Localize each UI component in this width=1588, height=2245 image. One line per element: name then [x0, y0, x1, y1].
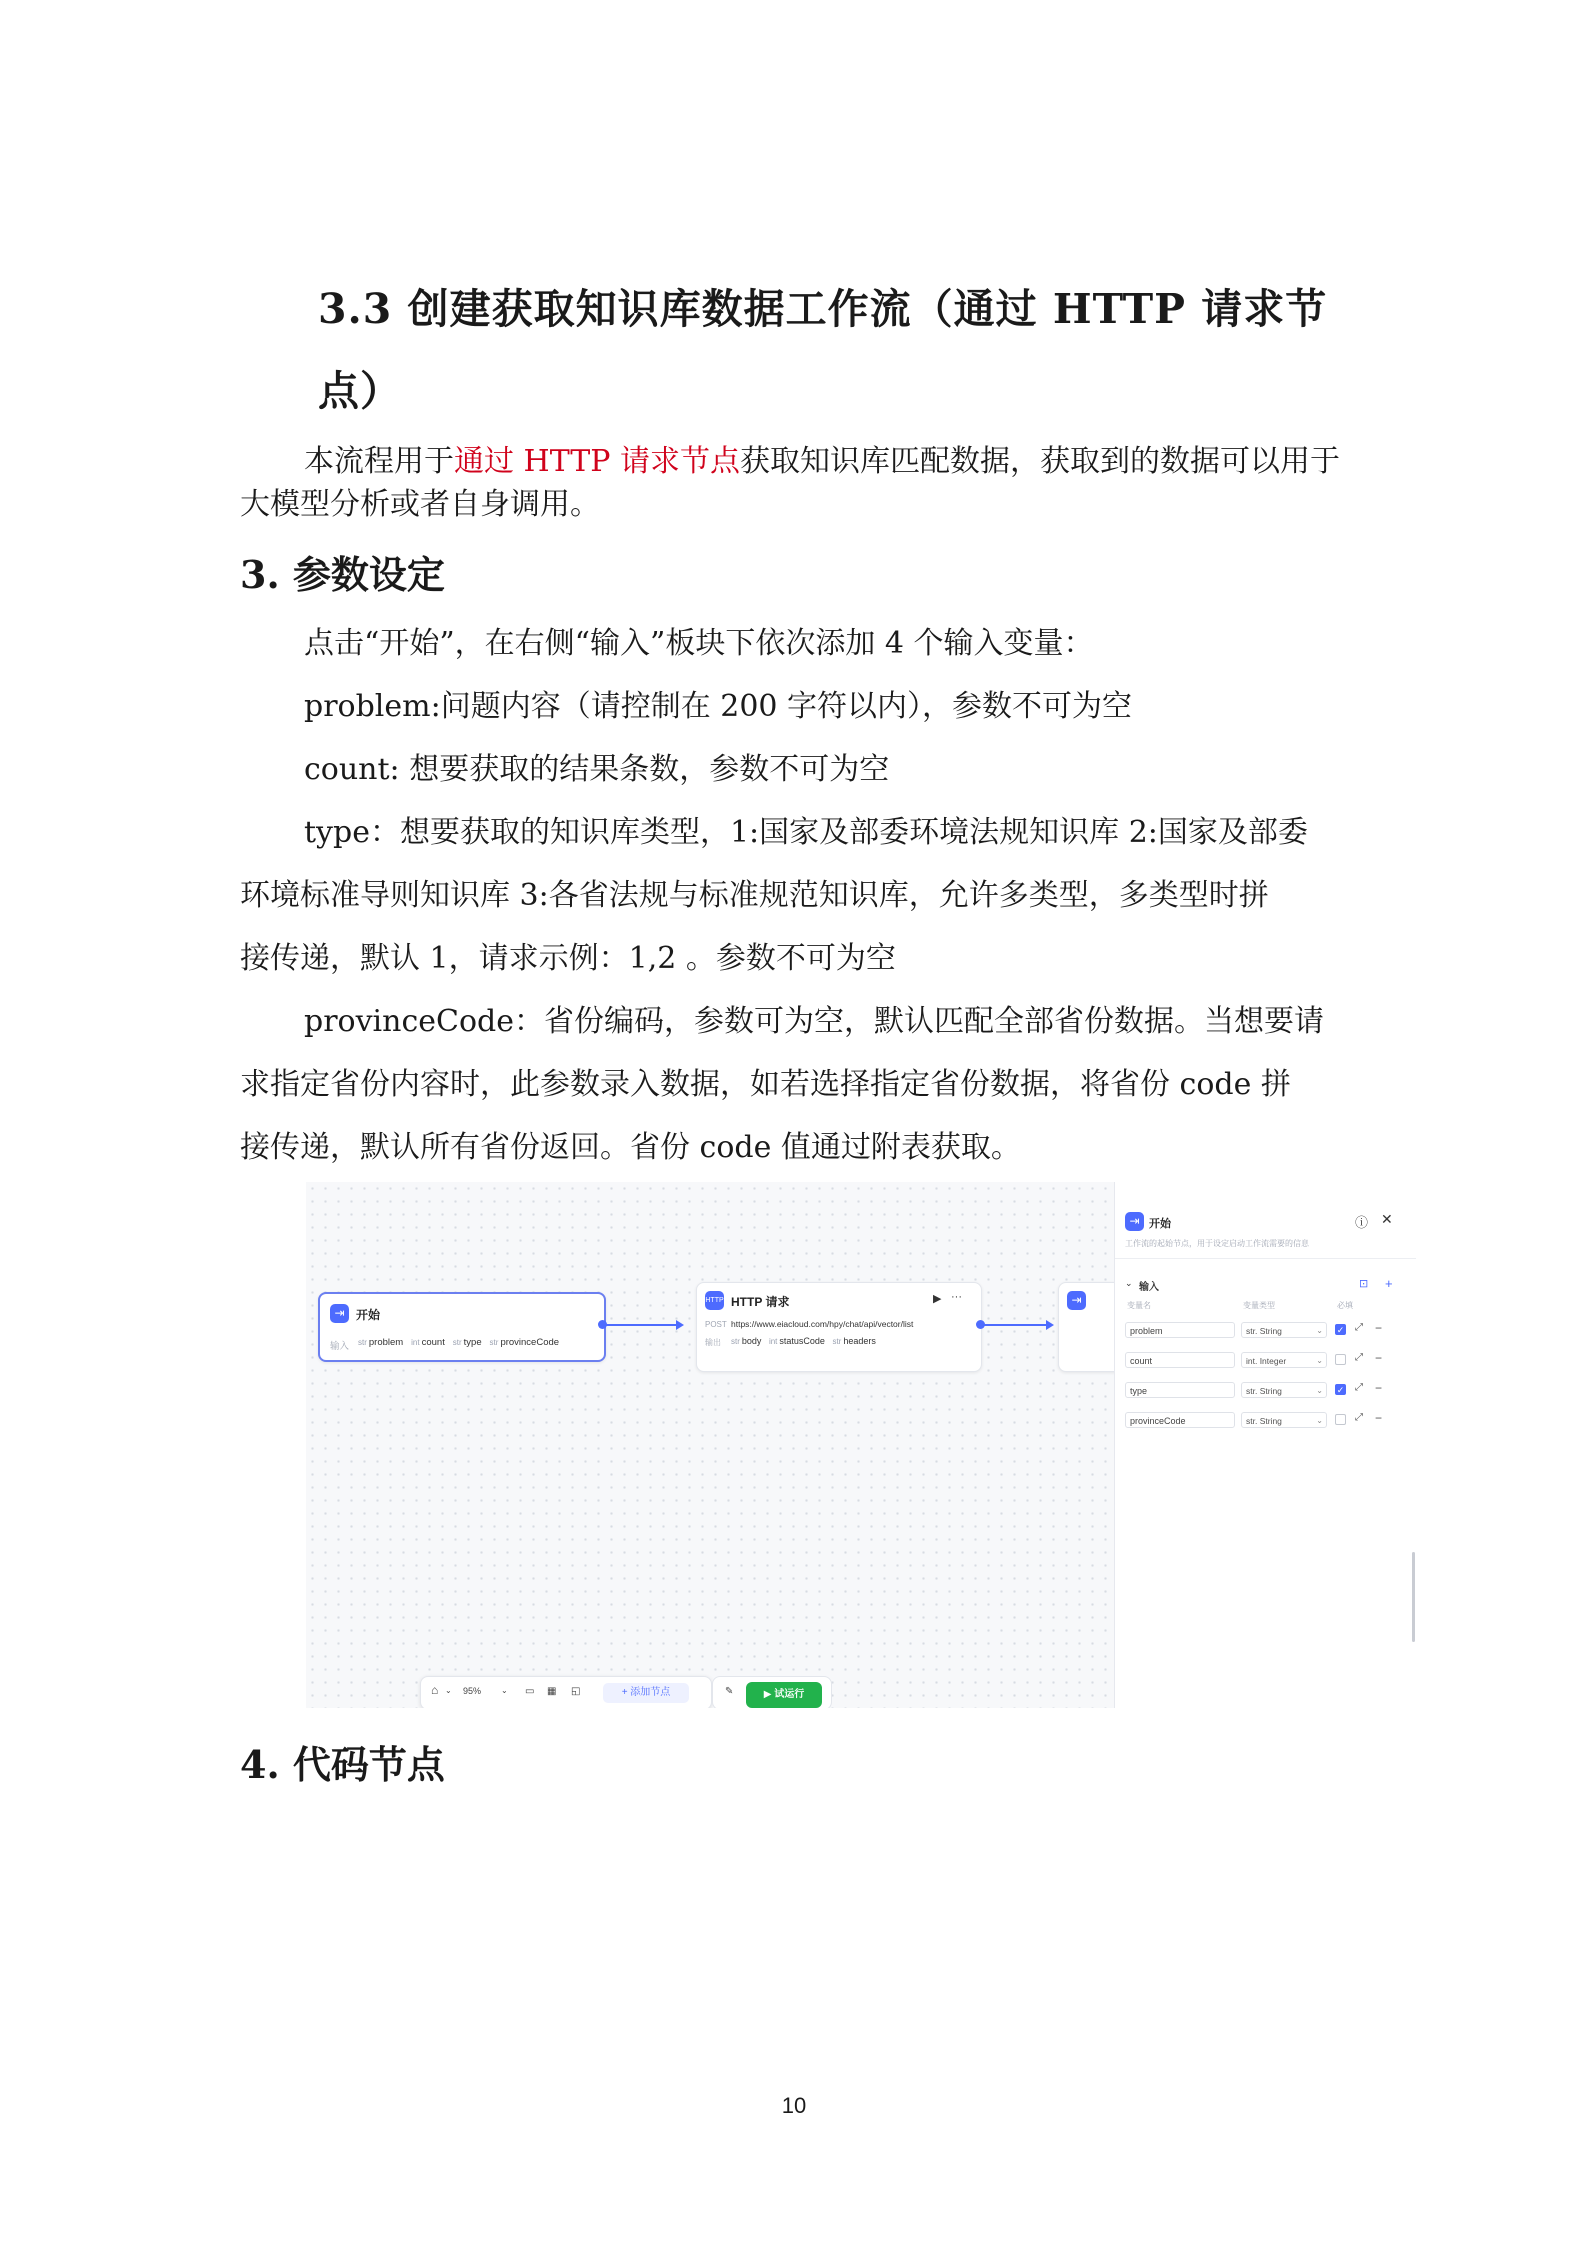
chevron-down-icon: ⌄ [1316, 1416, 1323, 1425]
start-node-title: 开始 [356, 1308, 381, 1322]
http-icon: HTTP [705, 1291, 724, 1310]
layout-icon[interactable]: ▦ [547, 1686, 557, 1697]
section-title-cont: 点） [318, 367, 402, 415]
more-icon[interactable]: ··· [951, 1291, 962, 1303]
edge-start-http [606, 1324, 680, 1326]
start-settings-panel [1114, 1182, 1416, 1708]
edge-arrow [676, 1320, 684, 1330]
http-url: https://www.eiacloud.com/hpy/chat/api/vector/list [731, 1319, 914, 1329]
remove-icon[interactable]: − [1375, 1381, 1383, 1395]
chevron-down-icon: ⌄ [1316, 1356, 1323, 1365]
intro-before: 本流程用于 [304, 444, 454, 479]
para-click [240, 612, 1352, 675]
http-node-title: HTTP 请求 [731, 1295, 790, 1309]
para-click-text: 点击“开始”，在右侧“输入”板块下依次添加 4 个输入变量： [304, 626, 1094, 661]
intro-paragraph [240, 440, 1352, 526]
var-type-value: int. Integer [1246, 1356, 1287, 1366]
col-required-header: 必填 [1337, 1301, 1353, 1310]
var-tag: str [452, 1338, 462, 1347]
debug-icon[interactable]: ✎ [725, 1686, 734, 1697]
canvas-toolbar [420, 1676, 712, 1708]
input-collapse-icon[interactable]: ⌄ [1125, 1278, 1133, 1288]
panel-title: 开始 [1149, 1218, 1171, 1230]
intro-highlight: 通过 HTTP 请求节点 [454, 444, 740, 479]
minimap-icon[interactable]: ◱ [571, 1686, 581, 1697]
var-type-value: str. String [1246, 1416, 1282, 1426]
expand-icon[interactable]: ⤢ [1355, 1352, 1363, 1363]
out-tag: str [832, 1337, 842, 1346]
var-name-input[interactable]: provinceCode [1125, 1412, 1235, 1428]
http-output-chips [731, 1336, 876, 1346]
var-tag: int [411, 1338, 420, 1347]
var-type-select[interactable] [1241, 1322, 1327, 1338]
input-section-label: 输入 [1139, 1282, 1159, 1293]
page-number: 10 [781, 2093, 807, 2118]
http-node[interactable] [696, 1282, 982, 1372]
para-count [240, 738, 1352, 801]
workflow-screenshot [306, 1182, 1416, 1708]
var-type-value: str. String [1246, 1326, 1282, 1336]
para-prov-3: 接传递，默认所有省份返回。省份 code 值通过附表获取。 [240, 1130, 1021, 1165]
http-method: POST [705, 1320, 727, 1329]
var-type-select[interactable] [1241, 1412, 1327, 1428]
heading-code-node: 4. 代码节点 [240, 1742, 445, 1787]
required-checkbox[interactable]: ✓ [1336, 1385, 1345, 1395]
start-input-label: 输入 [330, 1341, 350, 1352]
remove-icon[interactable]: − [1375, 1321, 1383, 1335]
para-prov-text-1: provinceCode：省份编码，参数可为空，默认匹配全部省份数据。当想要请 [304, 1004, 1324, 1039]
para-type-2: 环境标准导则知识库 3:各省法规与标准规范知识库，允许多类型，多类型时拼 [240, 878, 1269, 913]
chevron-down-icon: ⌄ [1316, 1326, 1323, 1335]
para-problem-text: problem:问题内容（请控制在 200 字符以内），参数不可为空 [304, 689, 1133, 724]
para-problem [240, 675, 1352, 738]
var-row [1125, 1382, 1405, 1400]
para-type-3: 接传递，默认 1，请求示例：1,2 。参数不可为空 [240, 941, 896, 976]
var-type-value: str. String [1246, 1386, 1282, 1396]
para-prov-2: 求指定省份内容时，此参数录入数据，如若选择指定省份数据，将省份 code 拼 [240, 1067, 1291, 1102]
intro-after: 获取知识库匹配数据，获取到的数据可以用于大模型分析或者自身调用。 [240, 444, 1340, 522]
var-row [1125, 1352, 1405, 1370]
chevron-down-icon[interactable]: ⌄ [445, 1686, 452, 1695]
expand-icon[interactable]: ⤢ [1355, 1322, 1363, 1333]
out-tag: str [731, 1337, 740, 1346]
col-type-header: 变量类型 [1243, 1301, 1275, 1310]
remove-icon[interactable]: − [1375, 1351, 1383, 1365]
var-count: count [421, 1337, 445, 1348]
para-type-text-1: type：想要获取的知识库类型，1:国家及部委环境法规知识库 2:国家及部委 [304, 815, 1308, 850]
out-tag: int [768, 1337, 778, 1346]
var-type-select[interactable] [1241, 1352, 1327, 1368]
var-name-input[interactable]: count [1125, 1352, 1235, 1368]
edge-arrow [1046, 1320, 1054, 1330]
var-tag: str [489, 1338, 499, 1347]
heading-params: 3. 参数设定 [240, 552, 445, 597]
http-output-label: 输出 [705, 1338, 721, 1347]
start-icon: ⇥ [330, 1304, 349, 1323]
edge-http-end [984, 1324, 1050, 1326]
var-row [1125, 1322, 1405, 1340]
var-type-select[interactable] [1241, 1382, 1327, 1398]
expand-icon[interactable]: ⤢ [1355, 1382, 1363, 1393]
out-statuscode: statusCode [779, 1336, 825, 1346]
close-icon[interactable]: ✕ [1381, 1211, 1393, 1227]
test-run-button[interactable]: ▶ 试运行 [746, 1682, 822, 1708]
para-count-text: count: 想要获取的结果条数，参数不可为空 [304, 752, 890, 787]
run-node-icon[interactable]: ▶ [933, 1293, 942, 1305]
variable-icon[interactable]: ⊡ [1359, 1278, 1369, 1290]
expand-icon[interactable]: ⤢ [1355, 1412, 1363, 1423]
chevron-down-icon: ⌄ [1316, 1386, 1323, 1395]
end-icon: ⇥ [1067, 1291, 1086, 1310]
add-node-button[interactable]: + 添加节点 [603, 1683, 689, 1703]
panel-divider [1115, 1258, 1416, 1259]
var-type: type [463, 1337, 482, 1348]
remove-icon[interactable]: − [1375, 1411, 1383, 1425]
start-var-chips [358, 1337, 559, 1348]
comment-icon[interactable]: ▭ [525, 1686, 535, 1697]
panel-scrollbar[interactable] [1412, 1552, 1415, 1642]
pointer-mode-icon[interactable]: ⌂ [431, 1683, 439, 1697]
para-type-1 [240, 801, 1352, 864]
out-headers: headers [843, 1336, 876, 1346]
var-problem: problem [368, 1337, 404, 1348]
required-checkbox[interactable] [1335, 1414, 1346, 1425]
start-node[interactable] [318, 1292, 606, 1362]
section-title: 3.3 创建获取知识库数据工作流（通过 HTTP 请求节 [318, 285, 1328, 333]
var-provincecode: provinceCode [500, 1337, 560, 1348]
var-row [1125, 1412, 1405, 1430]
panel-start-icon: ⇥ [1125, 1212, 1144, 1231]
add-variable-button[interactable]: + [1385, 1276, 1393, 1291]
para-prov-1 [240, 990, 1352, 1053]
var-tag: str [358, 1338, 367, 1347]
col-name-header: 变量名 [1127, 1301, 1151, 1310]
var-name-input[interactable]: problem [1125, 1322, 1235, 1338]
required-checkbox[interactable] [1335, 1354, 1346, 1365]
help-icon[interactable]: ⓘ [1355, 1215, 1369, 1230]
zoom-chevron-icon[interactable]: ⌄ [501, 1686, 508, 1695]
zoom-level[interactable]: 95% [463, 1686, 482, 1696]
out-body: body [741, 1336, 762, 1346]
required-checkbox[interactable]: ✓ [1336, 1325, 1345, 1335]
var-name-input[interactable]: type [1125, 1382, 1235, 1398]
panel-desc: 工作流的起始节点，用于设定启动工作流需要的信息 [1125, 1239, 1309, 1248]
